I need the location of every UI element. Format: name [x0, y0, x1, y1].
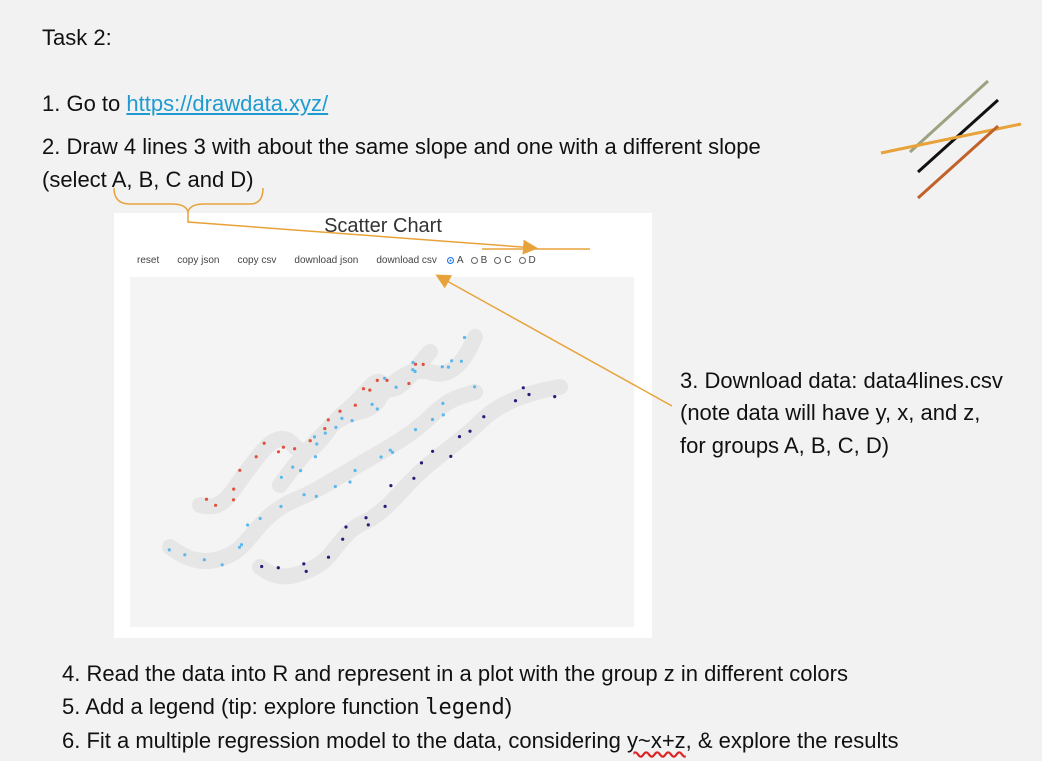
scatter-point: [368, 389, 371, 392]
task-title: Task 2:: [42, 25, 112, 50]
scatter-point: [168, 548, 171, 551]
scatter-point: [214, 504, 217, 507]
group-radio-a[interactable]: [447, 255, 464, 266]
scatter-point: [221, 563, 224, 566]
drawn-points: [130, 277, 634, 627]
scatter-point: [277, 450, 280, 453]
step-1: [42, 91, 328, 117]
scatter-point: [240, 543, 243, 546]
scatter-point: [522, 386, 525, 389]
download-csv-button[interactable]: download csv: [376, 255, 437, 266]
scatter-point: [280, 476, 283, 479]
step-3-line-2: (note data will have y, x, and z,: [680, 400, 981, 425]
scatter-point: [282, 446, 285, 449]
scatter-point: [246, 523, 249, 526]
scatter-point: [463, 336, 466, 339]
step-3-line-1: 3. Download data: data4lines.csv: [680, 368, 1003, 393]
scatter-point: [341, 538, 344, 541]
copy-csv-button[interactable]: copy csv: [237, 255, 277, 266]
scatter-point: [351, 419, 354, 422]
scatter-point: [458, 435, 461, 438]
step-5-suffix: ): [504, 694, 513, 719]
group-label-d: D: [528, 255, 536, 266]
copy-json-button[interactable]: copy json: [177, 255, 220, 266]
scatter-point: [344, 525, 347, 528]
scatter-point: [371, 403, 374, 406]
scatter-point: [340, 417, 343, 420]
scatter-point: [422, 363, 425, 366]
scatter-point: [514, 399, 517, 402]
scatter-point: [367, 523, 370, 526]
scatter-point: [327, 556, 330, 559]
group-label-c: C: [504, 255, 512, 266]
drawdata-link[interactable]: https://drawdata.xyz/: [126, 91, 329, 116]
step-2-line-1: 2. Draw 4 lines 3 with about the same slope and one with a different slope: [42, 134, 761, 159]
radio-selected-icon: [447, 257, 454, 264]
scatter-point: [411, 361, 414, 364]
step-6-suffix: , & explore the results: [685, 728, 899, 753]
scatter-point: [468, 430, 471, 433]
scatter-point: [450, 359, 453, 362]
scatter-point: [482, 415, 485, 418]
download-json-button[interactable]: download json: [294, 255, 359, 266]
step-3-line-3: for groups A, B, C, D): [680, 433, 890, 458]
scatter-point: [327, 418, 330, 421]
scatter-point: [277, 566, 280, 569]
scatter-point: [389, 484, 392, 487]
scatter-point: [527, 393, 530, 396]
group-label-a: A: [456, 255, 464, 266]
scatter-point: [348, 480, 351, 483]
scatter-point: [315, 495, 318, 498]
step-4: 4. Read the data into R and represent in a plot with the group z in different colors: [62, 661, 848, 686]
scatter-point: [205, 498, 208, 501]
radio-empty-icon: [494, 257, 501, 264]
scatter-point: [238, 546, 241, 549]
step-6: [62, 728, 898, 754]
scatter-point: [354, 404, 357, 407]
radio-empty-icon: [519, 257, 526, 264]
scatter-point: [293, 447, 296, 450]
step-6-prefix: 6. Fit a multiple regression model to the data, considering: [62, 728, 627, 753]
scatter-point: [183, 553, 186, 556]
scatter-point: [389, 449, 392, 452]
scatter-point: [431, 418, 434, 421]
scatter-point: [431, 450, 434, 453]
scatter-point: [203, 558, 206, 561]
scatter-point: [354, 469, 357, 472]
scatter-point: [441, 402, 444, 405]
group-radio-c[interactable]: [494, 255, 511, 266]
scatter-point: [362, 387, 365, 390]
radio-empty-icon: [471, 257, 478, 264]
step-5-prefix: 5. Add a legend (tip: explore function: [62, 694, 426, 719]
step-2-line-2: (select A, B, C and D): [42, 167, 254, 192]
scatter-point: [442, 413, 445, 416]
scatter-point: [460, 360, 463, 363]
scatter-point: [263, 442, 266, 445]
scatter-point: [447, 366, 450, 369]
scatter-point: [420, 461, 423, 464]
group-label-b: B: [480, 255, 488, 266]
scatter-point: [238, 469, 241, 472]
scatter-point: [395, 386, 398, 389]
scatter-point: [364, 516, 367, 519]
scatter-point: [414, 370, 417, 373]
scatter-point: [299, 469, 302, 472]
scatter-point: [323, 427, 326, 430]
scatter-point: [441, 365, 444, 368]
scatter-point: [334, 485, 337, 488]
scatter-point: [553, 395, 556, 398]
brush-trail: [260, 387, 560, 576]
step-1-prefix: 1. Go to: [42, 91, 127, 116]
reset-button[interactable]: reset: [137, 255, 160, 266]
scatter-point: [407, 382, 410, 385]
scatter-point: [303, 493, 306, 496]
scatter-point: [309, 439, 312, 442]
scatter-point: [315, 442, 318, 445]
scatter-point: [232, 498, 235, 501]
drawing-canvas[interactable]: [130, 277, 634, 627]
scatter-point: [334, 426, 337, 429]
scatter-point: [279, 505, 282, 508]
scatter-point: [473, 385, 476, 388]
scatter-point: [376, 379, 379, 382]
scatter-point: [255, 455, 258, 458]
scatter-point: [324, 432, 327, 435]
scatter-point: [384, 505, 387, 508]
formula-text: y~x+z: [626, 728, 686, 753]
scatter-point: [385, 379, 388, 382]
four-lines-icon: [878, 76, 1028, 202]
scatter-point: [259, 517, 262, 520]
scatter-point: [412, 477, 415, 480]
scatter-point: [338, 410, 341, 413]
scatter-point: [414, 428, 417, 431]
brush-trail: [170, 392, 475, 561]
group-radio-b[interactable]: [471, 255, 488, 266]
scatter-point: [302, 562, 305, 565]
toolbar: [137, 255, 543, 266]
scatter-point: [383, 377, 386, 380]
scatter-point: [291, 466, 294, 469]
scatter-point: [314, 455, 317, 458]
scatter-point: [449, 455, 452, 458]
group-radio-d[interactable]: [519, 255, 536, 266]
scatter-point: [232, 488, 235, 491]
scatter-point: [376, 407, 379, 410]
scatter-point: [313, 435, 316, 438]
drawdata-screenshot: [114, 213, 652, 638]
step-5: [62, 694, 512, 721]
scatter-point: [260, 565, 263, 568]
legend-code: legend: [425, 695, 505, 720]
chart-title: Scatter Chart: [324, 215, 442, 237]
scatter-point: [380, 455, 383, 458]
scatter-point: [305, 570, 308, 573]
